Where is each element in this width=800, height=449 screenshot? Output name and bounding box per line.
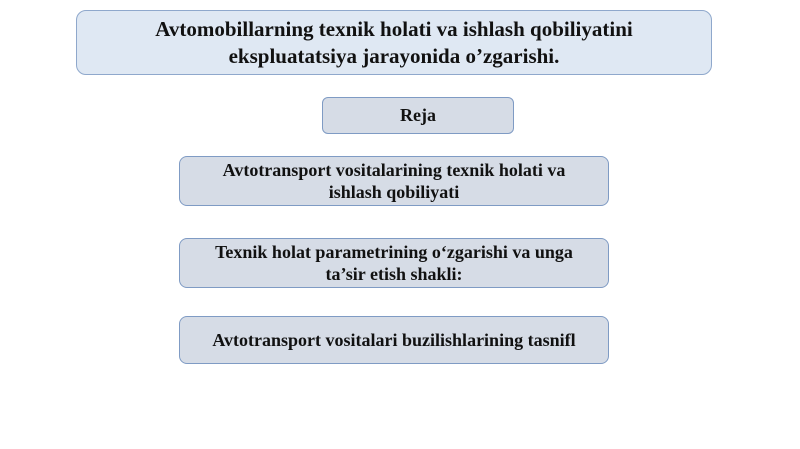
- plan-item-3-line-1: Avtotransport vositalari buzilishlarining tasnifl: [212, 329, 576, 350]
- plan-item-2-line-2: ta’sir etish shakli:: [325, 264, 463, 284]
- slide-title-line-2: ekspluatatsiya jarayonida o’zgarishi.: [228, 43, 560, 68]
- plan-item-2-text: [215, 241, 573, 286]
- plan-item-1-text: [223, 159, 566, 204]
- plan-item-1: [179, 156, 609, 206]
- plan-heading-label: Reja: [400, 105, 436, 126]
- slide-title-line-1: Avtomobillarning texnik holati va ishlash qobiliyatini: [155, 17, 633, 42]
- plan-item-1-line-2: ishlash qobiliyati: [328, 182, 460, 202]
- plan-item-2-line-1: Texnik holat parametrining o‘zgarishi va unga: [215, 241, 573, 262]
- plan-item-1-line-1: Avtotransport vositalarining texnik holati va: [222, 159, 566, 180]
- plan-item-2: [179, 238, 609, 288]
- plan-item-3: [179, 316, 609, 364]
- plan-heading-box: [322, 97, 514, 134]
- slide-title: [155, 16, 632, 69]
- slide-title-box: [76, 10, 712, 75]
